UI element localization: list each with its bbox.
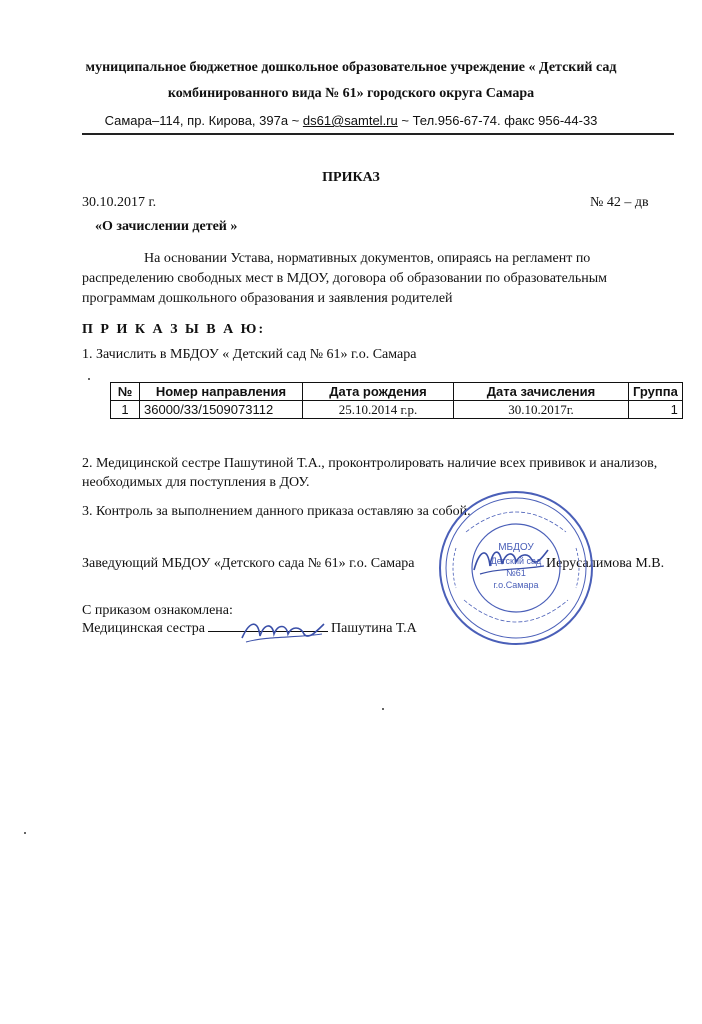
doc-number: № 42 – дв (590, 195, 649, 210)
ack-role: Медицинская сестра (82, 621, 206, 636)
nurse-signature-icon (238, 616, 328, 646)
col-header-group: Группа (629, 383, 683, 401)
org-contacts (0, 113, 702, 128)
cell-birthdate: 25.10.2014 г.р. (303, 401, 454, 419)
stamp-center-bottom: г.о.Самара (493, 580, 539, 590)
scan-speck (88, 378, 90, 380)
director-signature-icon (470, 540, 550, 580)
contacts-address: Самара–114, пр. Кирова, 397а ~ (104, 113, 303, 128)
enrollment-table (110, 382, 683, 419)
scan-speck (24, 832, 26, 834)
col-header-referral: Номер направления (140, 383, 303, 401)
contacts-phones: ~ Тел.956-67-74. факс 956-44-33 (397, 113, 598, 128)
cell-enroll-date: 30.10.2017г. (454, 401, 629, 419)
order-item-1: 1. Зачислить в МБДОУ « Детский сад № 61» г.о. Самара (82, 347, 417, 362)
stamp-center-mid: Детский сад (490, 556, 542, 566)
email-link[interactable]: ds61@samtel.ru (302, 113, 398, 128)
col-header-enroll-date: Дата зачисления (454, 383, 629, 401)
stamp-center-top: МБДОУ (498, 542, 534, 553)
cell-number: 1 (111, 401, 140, 419)
org-name-line2: комбинированного вида № 61» городского округа Самара (167, 86, 535, 101)
cell-group: 1 (629, 401, 683, 419)
signatory-name: Иерусалимова М.В. (546, 556, 665, 571)
order-item-3: 3. Контроль за выполнением данного приказа оставляю за собой. (82, 504, 471, 519)
table-row (111, 401, 683, 419)
ack-name: Пашутина Т.А (331, 621, 417, 636)
stamp-center-num: №61 (506, 568, 526, 578)
doc-date: 30.10.2017 г. (82, 195, 157, 210)
header-rule (82, 133, 674, 135)
org-name-line1: муниципальное бюджетное дошкольное образовательное учреждение « Детский сад (85, 60, 617, 75)
doc-preamble (82, 249, 672, 309)
doc-title: ПРИКАЗ (322, 170, 380, 185)
ack-line: С приказом ознакомлена: (82, 603, 233, 618)
order-item-2: 2. Медицинской сестре Пашутиной Т.А., проконтролировать наличие всех прививок и анализов, необходимых для поступления в ДОУ. (82, 456, 658, 490)
preamble-text: На основании Устава, нормативных документов, опираясь на регламент по распределению свободных мест в МДОУ, договора об образовании по образовательным программам дошкольного образования и заявления родителей (82, 251, 607, 306)
scan-speck (382, 708, 384, 710)
cell-referral: 36000/33/1509073112 (140, 401, 303, 419)
doc-subject: «О зачислении детей » (95, 219, 238, 234)
table-header-row (111, 383, 683, 401)
col-header-number: № (111, 383, 140, 401)
orders-heading: П Р И К А З Ы В А Ю: (82, 322, 266, 337)
signatory-title: Заведующий МБДОУ «Детского сада № 61» г.о. Самара (82, 556, 415, 571)
col-header-birthdate: Дата рождения (303, 383, 454, 401)
